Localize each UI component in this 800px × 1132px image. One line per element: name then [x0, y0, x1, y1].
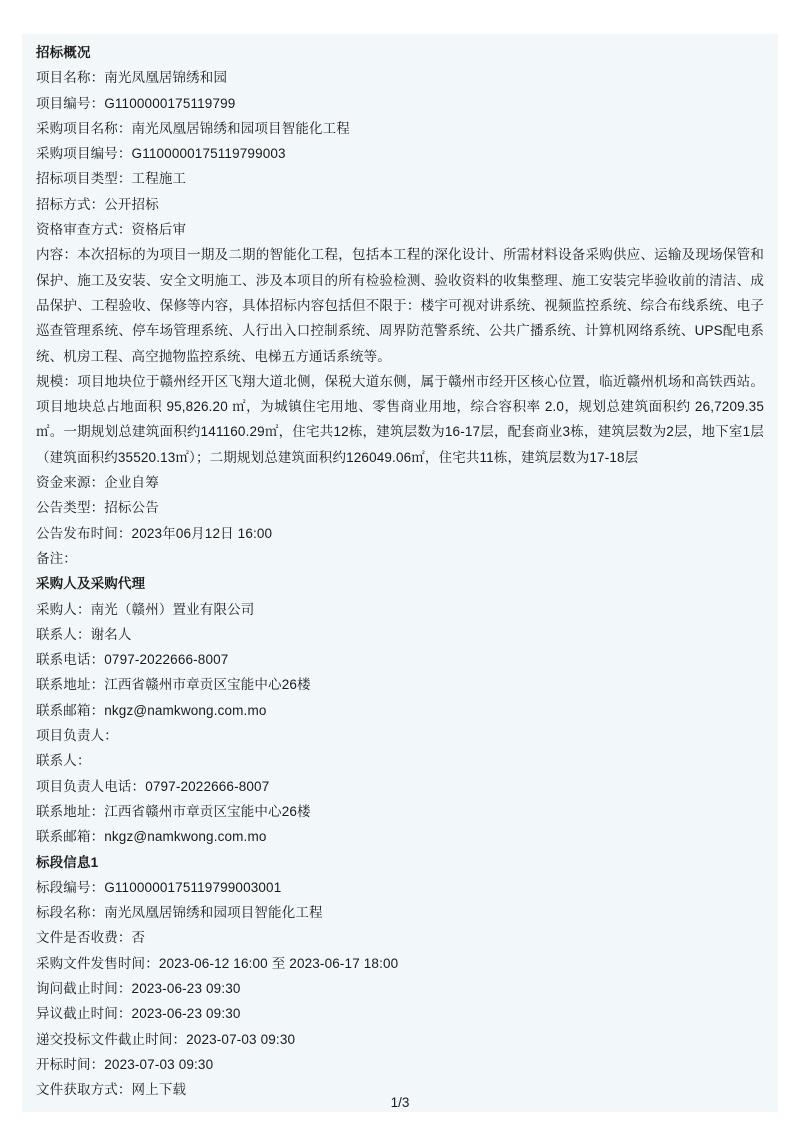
field-contact-address-secondary: 联系地址：江西省赣州市章贡区宝能中心26楼 [36, 803, 311, 819]
field-document-chargeable: 文件是否收费：否 [36, 930, 146, 946]
field-remarks: 备注： [36, 550, 77, 566]
field-section-name: 标段名称：南光凤凰居锦绣和园项目智能化工程 [36, 905, 323, 921]
field-document-sale-time: 采购文件发售时间：2023-06-12 16:00 至 2023-06-17 18:00 [36, 955, 399, 971]
field-contact-email-secondary: 联系邮箱：nkgz@namkwong.com.mo [36, 829, 267, 845]
field-project-manager-phone: 项目负责人电话：0797-2022666-8007 [36, 778, 270, 794]
field-document-acquisition-method: 文件获取方式：网上下载 [36, 1082, 187, 1098]
field-qualification-review-method: 资格审查方式：资格后审 [36, 222, 187, 238]
section-heading-purchaser-and-agent: 采购人及采购代理 [36, 576, 146, 592]
field-purchase-project-number: 采购项目编号：G1100000175119799003 [36, 146, 286, 162]
field-announcement-publish-time: 公告发布时间：2023年06月12日 16:00 [36, 525, 273, 541]
page-number: 1/3 [390, 1095, 410, 1110]
field-project-manager: 项目负责人： [36, 728, 118, 744]
field-bid-submission-deadline: 递交投标文件截止时间：2023-07-03 09:30 [36, 1031, 296, 1047]
section-heading-section-info-1: 标段信息1 [36, 854, 99, 870]
field-inquiry-deadline: 询问截止时间：2023-06-23 09:30 [36, 980, 241, 996]
field-contact-phone: 联系电话：0797-2022666-8007 [36, 652, 229, 668]
document-content [22, 34, 778, 1112]
field-objection-deadline: 异议截止时间：2023-06-23 09:30 [36, 1006, 241, 1022]
field-project-name: 项目名称：南光凤凰居锦绣和园 [36, 70, 228, 86]
field-contact-email: 联系邮箱：nkgz@namkwong.com.mo [36, 702, 267, 718]
field-section-number: 标段编号：G1100000175119799003001 [36, 879, 282, 895]
field-contact-person: 联系人：谢名人 [36, 626, 132, 642]
field-bidding-method: 招标方式：公开招标 [36, 196, 159, 212]
field-contact-person-secondary: 联系人： [36, 753, 91, 769]
paragraph-content: 内容：本次招标的为项目一期及二期的智能化工程，包括本工程的深化设计、所需材料设备采购供应、运输及现场保管和保护、施工及安装、安全文明施工、涉及本项目的所有检验检测、验收资料的收集整理、施工安装完毕验收前的清洁、成品保护、工程验收、保修等内容，具体招标内容包括但不限于：楼宇可视对讲系统、视频监控系统、综合布线系统、电子巡查管理系统、停车场管理系统、人行出入口控制系统、周界防范警系统、公共广播系统、计算机网络系统、UPS配电系统、机房工程、高空抛物监控系统、电梯五方通话系统等。 [36, 247, 764, 364]
field-project-number: 项目编号：G1100000175119799 [36, 95, 236, 111]
field-project-type: 招标项目类型：工程施工 [36, 171, 187, 187]
field-purchaser: 采购人：南光（赣州）置业有限公司 [36, 601, 255, 617]
section-heading-bidding-overview: 招标概况 [36, 45, 91, 60]
paragraph-scale: 规模：项目地块位于赣州经开区飞翔大道北侧，保税大道东侧，属于赣州市经开区核心位置，临近赣州机场和高铁西站。项目地块总占地面积 95,826.20 ㎡，为城镇住宅用地、零售商业用地，综合容积率 2.0，规划总建筑面积约 26,7209.35㎡。一期规划总建筑面积约141160.29㎡，住宅共12栋，建筑层数为16-17层，配套商业3栋，建筑层数为2层，地下室1层（建筑面积约35520.13㎡）；二期规划总建筑面积约126049.06㎡，住宅共11栋，建筑层数为17-18层 [36, 373, 764, 465]
field-contact-address: 联系地址：江西省赣州市章贡区宝能中心26楼 [36, 677, 311, 693]
field-announcement-type: 公告类型：招标公告 [36, 500, 159, 516]
field-funding-source: 资金来源：企业自筹 [36, 475, 159, 491]
field-purchase-project-name: 采购项目名称：南光凤凰居锦绣和园项目智能化工程 [36, 120, 350, 136]
field-bid-opening-time: 开标时间：2023-07-03 09:30 [36, 1056, 214, 1072]
